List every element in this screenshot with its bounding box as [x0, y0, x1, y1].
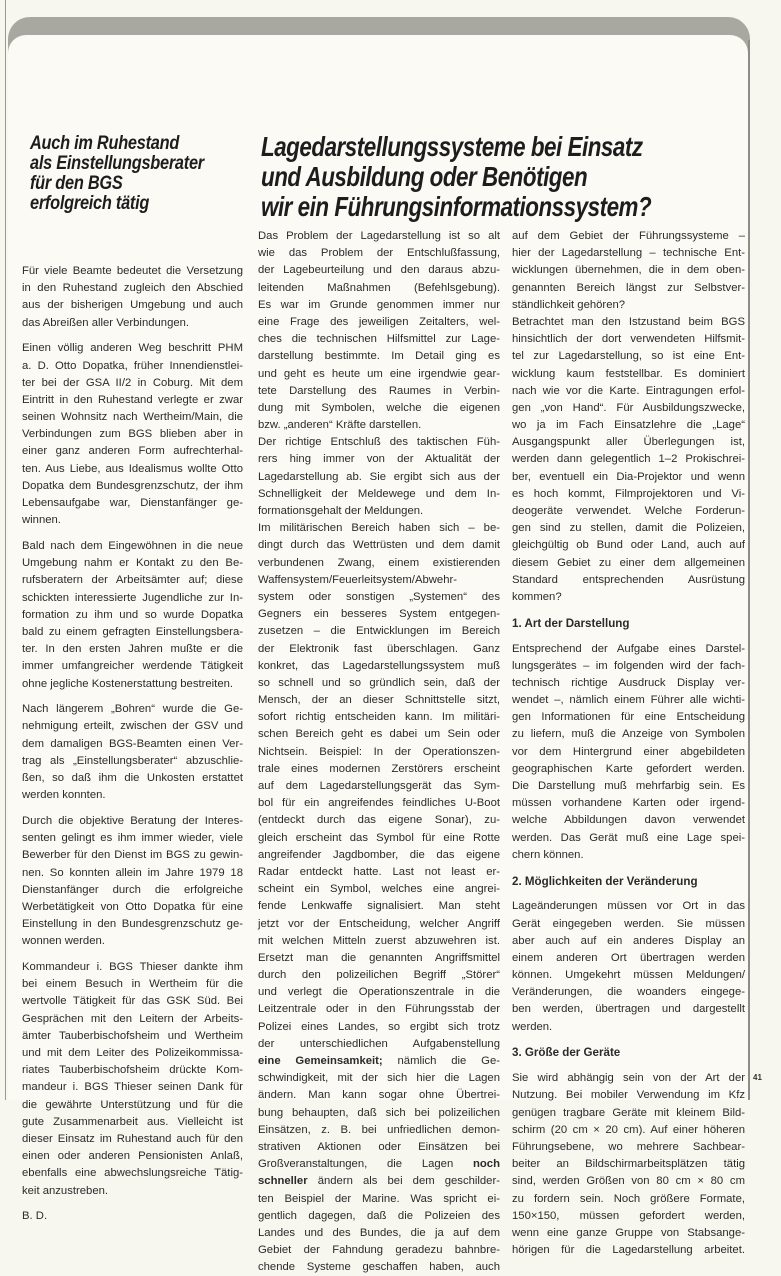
text-line: wicklungen übernehmen, die in dem oben- — [512, 264, 745, 277]
text-line: scheint ein Symbol, welches eine angrei- — [258, 883, 500, 896]
text-line: ten. Aus Liebe, aus Idealismus wollte Otto — [22, 462, 243, 475]
text-line: 150×150, müssen gefordert werden, — [512, 1209, 745, 1222]
text-line: mandeur i. BGS Thieser seinen Dank für — [22, 1081, 243, 1094]
text-line: gleich erscheint das Symbol für eine Rotte — [258, 831, 500, 844]
text-line: wenn eine ganze Gruppe von Stabsange- — [512, 1226, 745, 1239]
bold-text: schneller — [258, 1175, 308, 1188]
text-line: Einstellung in den Bundesgrenzschutz ge- — [22, 918, 243, 931]
text-line: Führungsebene, wo mehrere Sachbear- — [512, 1140, 745, 1153]
text-line: Gegners ein besseres System entgegen- — [258, 608, 500, 621]
section-heading: 2. Möglichkeiten der Veränderung — [512, 874, 698, 888]
text-line: Es war im Grunde genommen immer nur — [258, 298, 500, 311]
text-line: Nach längerem „Bohren“ wurde die Ge- — [22, 703, 243, 716]
text-line: darstellung bestimmte. Im Detail ging es — [258, 350, 500, 363]
main-article-column-1 — [258, 228, 500, 1276]
text-line: und geht es heute um eine irgendwie gear- — [258, 367, 500, 380]
text-line: bung behaupten, daß sich bei polizeilichen — [258, 1106, 500, 1119]
text-line: Entsprechend der Aufgabe eines Darstel- — [512, 642, 745, 655]
text-line: Bald nach dem Eingewöhnen in die neue — [22, 540, 243, 552]
text-line: wie das Problem der Entschlußfassung, — [258, 247, 500, 260]
paragraph — [22, 701, 243, 804]
text-line: schickten interessierte Jugendliche zur In- — [22, 591, 243, 604]
text-line: Ersetzt man die genannten Angriffsmittel — [258, 951, 500, 964]
text-line: bei einem Besuch in Wertheim für die — [22, 978, 243, 991]
text-line: durch den polizeilichen Begriff „Störer“ — [258, 969, 500, 982]
text-line: einem anderen Ort übertragen werden — [512, 951, 745, 964]
bold-text: noch — [473, 1158, 500, 1171]
paragraph — [512, 1070, 745, 1259]
text-line: Radar entdeckt hatte. Last not least er- — [258, 865, 500, 878]
paragraph — [258, 228, 500, 434]
text-line: Einen völlig anderen Weg beschritt PHM — [22, 342, 243, 355]
text-line: hinsichtlich der dort verwendeten Hilfsmit- — [512, 333, 745, 346]
text-line: nach wie vor die Karte. Eintragungen erfol- — [512, 384, 745, 397]
text-line: ändern. Man kann sogar ohne Übertrei- — [258, 1089, 500, 1102]
text-line: diesem Gebiet zu einer dem allgemeinen — [512, 556, 745, 569]
text-line: zu liefern, muß die Anzeige von Symbolen — [512, 728, 745, 741]
text-line: zusetzen – die Entwicklungen im Bereich — [258, 625, 500, 638]
text-line: Lagedarstellung ab. Sie ergibt sich aus der — [258, 470, 500, 483]
title-line: Auch im Ruhestand — [30, 133, 180, 154]
title-line: Lagedarstellungssysteme bei Einsatz — [261, 131, 643, 162]
text-line: schen Bereich geht es dabei um Sein oder — [258, 728, 500, 741]
text-line: Einsätzen, z. B. bei unfriedlichen demon- — [258, 1123, 500, 1136]
text-line: schwindigkeit, mit der sich hier die Lagen — [258, 1072, 500, 1085]
text-line: gen Informationen für eine Entscheidung — [512, 711, 745, 724]
text-line: konkret, das Lagedarstellungssystem muß — [258, 659, 500, 672]
text-line: ebenfalls eine abwechslungsreiche Tätig- — [22, 1167, 243, 1180]
text-line: ber, eventuell ein Dia-Projektor und wenn — [512, 470, 745, 483]
text-line: genügen tragbare Geräte mit kleinem Bild- — [512, 1106, 745, 1119]
text-line: bzw. „anderen“ Kräfte darstellen. — [258, 419, 422, 432]
text-line: hörigen für die Lagedarstellung arbeitet. — [512, 1244, 745, 1257]
text-line: wo ja im Fach Einsatzlehre die „Lage“ — [512, 419, 745, 432]
text-line: rers hing immer von der Aktualität der — [258, 453, 500, 466]
text-line: die gewährte Unterstützung und für die — [22, 1098, 243, 1111]
paragraph — [258, 434, 500, 520]
text-line: werden konnten. — [22, 789, 106, 802]
text-line: tel zur Lagedarstellung, so ist eine Ent- — [512, 350, 745, 363]
paragraph — [22, 959, 243, 1200]
text-line: Für viele Beamte bedeutet die Versetzung — [22, 265, 243, 277]
text-line: Nichtsein. Beispiel: In der Operationszen- — [258, 745, 500, 758]
text-segment: nämlich die Ge- — [382, 1055, 500, 1067]
bold-text: eine Gemeinsamkeit; — [258, 1055, 383, 1067]
text-line: Landes und des Bundes, die ja auf dem — [258, 1226, 500, 1239]
text-line: Polizei eines Landes, so ergibt sich trotz — [258, 1020, 500, 1033]
text-line: Dopatka dem Bundesgrenzschutz, der ihm — [22, 479, 243, 492]
text-line: das Abreißen aller Verbindungen. — [22, 316, 190, 329]
text-line: auf dem Lagedarstellungsgerät das Sym- — [258, 780, 500, 792]
text-line: Die Darstellung muß mehrfarbig sein. Es — [512, 780, 745, 792]
text-line: keit anzustreben. — [22, 1184, 109, 1197]
main-article-title — [261, 132, 651, 222]
text-line: vor dem Hintergrund einer abgebildeten — [512, 745, 745, 758]
text-line: einen oder anderen Pensionisten Anlaß, — [22, 1150, 243, 1163]
text-line: fende Lenkwaffe signalisiert. Man steht — [258, 900, 500, 913]
text-line: Ausgangspunkt aller Überlegungen ist, — [512, 436, 745, 449]
paragraph — [22, 263, 243, 332]
text-line: strativen Aktionen oder Einsätzen bei — [258, 1140, 500, 1153]
text-line: Das Problem der Lagedarstellung ist so alt — [258, 230, 500, 242]
text-line: es hoch kommt, Filmprojektoren und Vi- — [512, 487, 745, 500]
text-line: ches die technischen Hilfsmittel zur Lage- — [258, 333, 500, 346]
text-line: hier der Lagedarstellung – technische Ent- — [512, 247, 745, 260]
text-line: immer umfangreicher werdende Tätigkeit — [22, 660, 243, 673]
text-line: dem damaligen BGS-Beamten einen Ver- — [22, 737, 243, 750]
text-line: Gerät eingegeben werden. Sie müssen — [512, 917, 745, 930]
text-line: Schnelligkeit der Meldewege und dem In- — [258, 487, 500, 500]
text-line — [258, 1173, 500, 1190]
text-line: so schnell und so gründlich sein, daß der — [258, 676, 500, 689]
text-line: seinen Wohnsitz nach Wertheim/Main, die — [22, 411, 243, 424]
text-line: gen „von Hand“. Für Ausbildungszwecke, — [512, 401, 745, 414]
text-line: Eintritt in den Ruhestand verlegte er zwar — [22, 393, 243, 406]
text-line: und mit dem Leiter des Polizeikommissa- — [22, 1047, 243, 1060]
text-line: sofort richtig entscheiden kann. Im militäri- — [258, 711, 500, 724]
text-line: und verlegt die Operationszentrale in die — [258, 986, 500, 999]
text-line: Gebiet der Fahndung geradezu bahnbre- — [258, 1244, 500, 1257]
section-heading: 1. Art der Darstellung — [512, 616, 630, 630]
text-line: dieser Einsatz im Ruhestand auch für den — [22, 1132, 243, 1145]
text-line: lungsgerätes – im folgenden wird der fach- — [512, 659, 745, 672]
paragraph — [512, 314, 745, 606]
text-line: dingt durch das Wettrüsten und dem damit — [258, 539, 500, 552]
text-line: ter. In den ersten Jahren mußte er die — [22, 643, 243, 656]
text-line: nen. So konnten allein im Jahre 1979 18 — [22, 866, 243, 879]
text-line: riates Tauberbischofsheim drückte Kom- — [22, 1064, 243, 1077]
text-line: dung mit Symbolen, welche die eigenen — [258, 401, 500, 414]
text-line: werden. Das Gerät muß eine Lage spei- — [512, 831, 745, 844]
text-line: rufsberatern der Arbeitsämter auf; diese — [22, 574, 243, 587]
text-line: in den Ruhestand zugleich den Abschied — [22, 282, 243, 295]
text-line: Werbetätigkeit von Otto Dopatka für eine — [22, 900, 243, 913]
text-line: der Elektronik fast überschlagen. Ganz — [258, 642, 500, 655]
text-line: trale eines modernen Zerstörers erscheint — [258, 762, 500, 775]
page-number: 41 — [753, 1073, 762, 1082]
paragraph — [22, 813, 243, 951]
text-line: Dienstanfänger durch die erfolgreiche — [22, 883, 243, 896]
text-line: Sie wird abhängig sein von der Art der — [512, 1072, 745, 1085]
text-line: deogeräte verwendet. Welche Forderun- — [512, 505, 745, 517]
text-line: kommen? — [512, 590, 562, 603]
title-line: als Einstellungsberater — [30, 153, 204, 174]
text-line: der Lagebeurteilung und den daraus abzu- — [258, 264, 500, 277]
text-line: gleichgültig ob Bund oder Land, auch auf — [512, 539, 745, 552]
text-segment: Großveranstaltungen, die Lagen — [258, 1158, 473, 1171]
text-line: chern können. — [512, 848, 584, 861]
text-line: werden. — [512, 1020, 553, 1033]
text-line: winnen. — [22, 514, 61, 527]
text-line: Waffensystem/Feuerleitsystem/Abwehr- — [258, 573, 458, 586]
text-line: formationsgehalt der Meldungen. — [258, 505, 424, 517]
title-line: für den BGS — [30, 173, 123, 194]
text-line: Durch die objektive Beratung der Interes- — [22, 815, 243, 827]
title-line: und Ausbildung oder Benötigen — [261, 161, 588, 192]
text-line: Standard entsprechenden Ausrüstung — [512, 573, 745, 586]
text-line: ämter Tauberbischofsheim und Wertheim — [22, 1029, 243, 1042]
text-line: Leitzentrale oder in den Führungsstab der — [258, 1003, 500, 1016]
paragraph — [512, 898, 745, 1036]
paragraph — [22, 340, 243, 529]
text-line: tete Darstellung des Raumes in Verbin- — [258, 384, 500, 397]
text-line: Der richtige Entschluß des taktischen Füh- — [258, 436, 500, 449]
text-line: ohne jegliche Kostenerstattung bestreiten. — [22, 677, 234, 690]
text-line: mit welchen Mitteln zuerst abzuwehren ist. — [258, 934, 500, 947]
paragraph — [258, 520, 500, 1276]
text-line — [258, 1156, 500, 1173]
text-line: Mensch, der an dieser Schnittstelle sitzt, — [258, 694, 500, 707]
text-line: bald zu einem gefragten Einstellungsbera- — [22, 625, 243, 638]
text-line — [258, 1053, 500, 1070]
text-line: gute Zusammenarbeit aus. Vielleicht ist — [22, 1115, 243, 1128]
page-edge — [5, 0, 6, 1100]
text-line: Nutzung. Bei mobiler Verwendung im Kfz — [512, 1089, 745, 1102]
text-line: ständlichkeit gehören? — [512, 298, 626, 311]
text-line: Im militärischen Bereich haben sich – be- — [258, 522, 500, 535]
text-line: der unterschiedlichen Aufgabenstellung — [258, 1037, 500, 1050]
text-line: schirm (20 cm × 20 cm). Auf einer höheren — [512, 1123, 745, 1136]
text-line: wicklung kaum feststellbar. Es dominiert — [512, 367, 745, 380]
title-line: wir ein Führungsinformationssystem? — [261, 191, 652, 222]
text-line: aber auch auf ein anderes Display an — [512, 934, 745, 947]
text-line: geographischen Karte gefordert werden. — [512, 762, 745, 775]
main-article-column-2 — [512, 228, 745, 1268]
text-line: gentlich dagegen, daß die Polizeien des — [258, 1209, 500, 1222]
text-line: a. D. Otto Dopatka, früher Innendienstlei- — [22, 359, 243, 372]
text-line: angreifender Jagdbomber, die das eigene — [258, 848, 500, 861]
text-line: Lageänderungen müssen vor Ort in das — [512, 900, 745, 913]
paragraph — [22, 538, 243, 693]
text-line: trag als „Einstellungsberater“ abzuschlie- — [22, 754, 243, 767]
text-line: müssen vorhandene Karten oder irgend- — [512, 797, 745, 810]
text-line: ßen, so daß ihm die Unkosten erstattet — [22, 772, 243, 785]
text-line: wonnen werden. — [22, 935, 105, 948]
text-line: Veränderungen, die woanders eingege- — [512, 986, 745, 999]
text-line: (entdeckt durch das eigene Sonar), zu- — [258, 814, 500, 827]
text-line: genannten Bereich längst zur Selbstver- — [512, 281, 745, 294]
text-line: Umgebung nahm er Kontakt zu den Be- — [22, 557, 243, 570]
text-line: Betrachtet man den Istzustand beim BGS — [512, 315, 745, 328]
paragraph — [512, 641, 745, 864]
section-heading: 3. Größe der Geräte — [512, 1046, 621, 1060]
text-line: werden dann gelegentlich 1–2 Prokischrei- — [512, 453, 745, 466]
text-line: Bewerber für den Dienst im BGS zu gewin- — [22, 849, 243, 862]
text-line: können. Umgekehrt müssen Meldungen/ — [512, 969, 745, 982]
text-line: wertvolle Tätigkeit für das GSK Süd. Bei — [22, 995, 243, 1008]
side-article-title — [30, 134, 204, 214]
text-line: senten gelingt es ihm immer wieder, viele — [22, 832, 243, 845]
text-line: Gesprächen mit den Leitern der Arbeits- — [22, 1012, 243, 1025]
author-signature — [22, 1208, 243, 1225]
text-line: chende Systeme geschaffen haben, auch — [258, 1261, 500, 1274]
text-line: einer ganz anderen Form aufrechterhal- — [22, 445, 243, 458]
text-line: welche Abbildungen davon verwendet — [512, 814, 745, 827]
text-line: technisch richtige Ausdruck Display ver- — [512, 676, 745, 689]
text-line: ter bei der GSA II/2 in Coburg. Mit dem — [22, 376, 243, 389]
text-line: system oder sonstigen „Systemen“ des — [258, 590, 500, 603]
text-line: Verbindungen zum BGS blieben aber in — [22, 428, 243, 441]
text-segment: ändern als bei dem geschilder- — [307, 1175, 500, 1188]
paragraph — [512, 228, 745, 314]
text-line: Lebensaufgabe war, Dienstanfänger ge- — [22, 497, 243, 510]
text-line: bol für ein angreifendes feindliches U-Boot — [258, 797, 500, 810]
text-line: ten Beispiel der Marine. Was spricht ei- — [258, 1192, 500, 1205]
text-line: ben werden, übertragen und dargestellt — [512, 1003, 745, 1016]
text-line: leitenden Maßnahmen (Befehlsgebung). — [258, 281, 500, 294]
side-article-column — [22, 263, 243, 1234]
column-rule — [748, 40, 750, 1100]
text-line: Kommandeur i. BGS Thieser dankte ihm — [22, 961, 243, 974]
text-line: gen sind zu stellen, damit die Polizeien, — [512, 522, 745, 535]
text-line: nehmigung erteilt, zwischen der GSV und — [22, 720, 243, 733]
text-line: wendet –, nämlich einem Führer alle wichti- — [512, 694, 745, 707]
text-line: aus der bisherigen Umgebung und auch — [22, 299, 243, 312]
text-line: sind, werden Größen von 80 cm × 80 cm — [512, 1175, 745, 1188]
text-line: eine Frage des jeweiligen Zeitalters, wel- — [258, 315, 500, 328]
text-line: B. D. — [22, 1210, 48, 1223]
text-line: beiter an Bildschirmarbeitsplätzen tätig — [512, 1158, 745, 1171]
text-line: auf dem Gebiet der Führungssysteme – — [512, 230, 745, 242]
text-line: jetzt vor der Entscheidung, welcher Angriff — [258, 917, 500, 930]
text-line: verbundenen Zwang, einem existierenden — [258, 556, 500, 569]
title-line: erfolgreich tätig — [30, 193, 150, 214]
text-line: zu fordern sein. Noch größere Formate, — [512, 1192, 745, 1205]
text-line: formation zu ihm und so wurde Dopatka — [22, 608, 243, 621]
